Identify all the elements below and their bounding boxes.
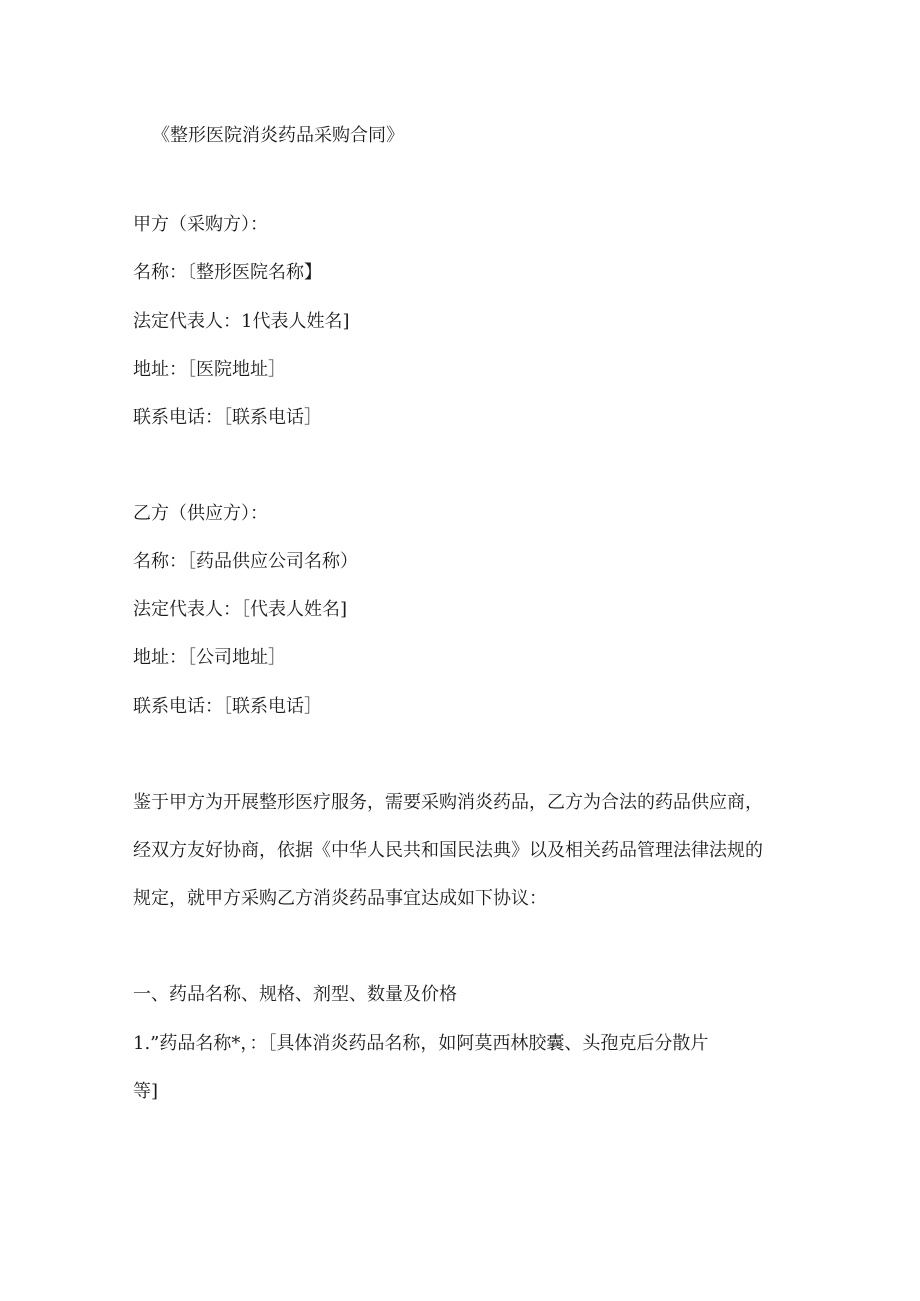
preamble-line: 经双方友好协商，依据《中华人民共和国民法典》以及相关药品管理法律法规的: [133, 840, 763, 861]
party-a-name: 名称：〔整形医院名称】: [133, 262, 322, 283]
party-b-name: 名称：［药品供应公司名称）: [133, 551, 358, 572]
party-a-address: 地址：［医院地址］: [133, 359, 286, 380]
preamble-line: 鉴于甲方为开展整形医疗服务，需要采购消炎药品，乙方为合法的药品供应商，: [133, 792, 763, 813]
party-b-address: 地址：［公司地址］: [133, 647, 286, 668]
preamble-line: 规定，就甲方采购乙方消炎药品事宜达成如下协议：: [133, 888, 547, 909]
party-b-legal-rep: 法定代表人：［代表人姓名]: [133, 599, 348, 620]
section-1-item-1-cont: 等]: [133, 1081, 159, 1102]
section-1-item-1: 1.”药品名称*，：［具体消炎药品名称，如阿莫西林胶囊、头孢克后分散片: [133, 1033, 709, 1054]
party-a-phone: 联系电话：［联系电话］: [133, 407, 322, 428]
contract-title: 《整形医院消炎药品采购合同》: [152, 125, 404, 146]
section-1-heading: 一、药品名称、规格、剂型、数量及价格: [133, 984, 457, 1005]
party-b-heading: 乙方（供应方）：: [133, 503, 268, 524]
party-a-heading: 甲方（采购方）：: [133, 214, 268, 235]
party-a-legal-rep: 法定代表人：1代表人姓名]: [133, 311, 350, 332]
party-b-phone: 联系电话：［联系电话］: [133, 696, 322, 717]
